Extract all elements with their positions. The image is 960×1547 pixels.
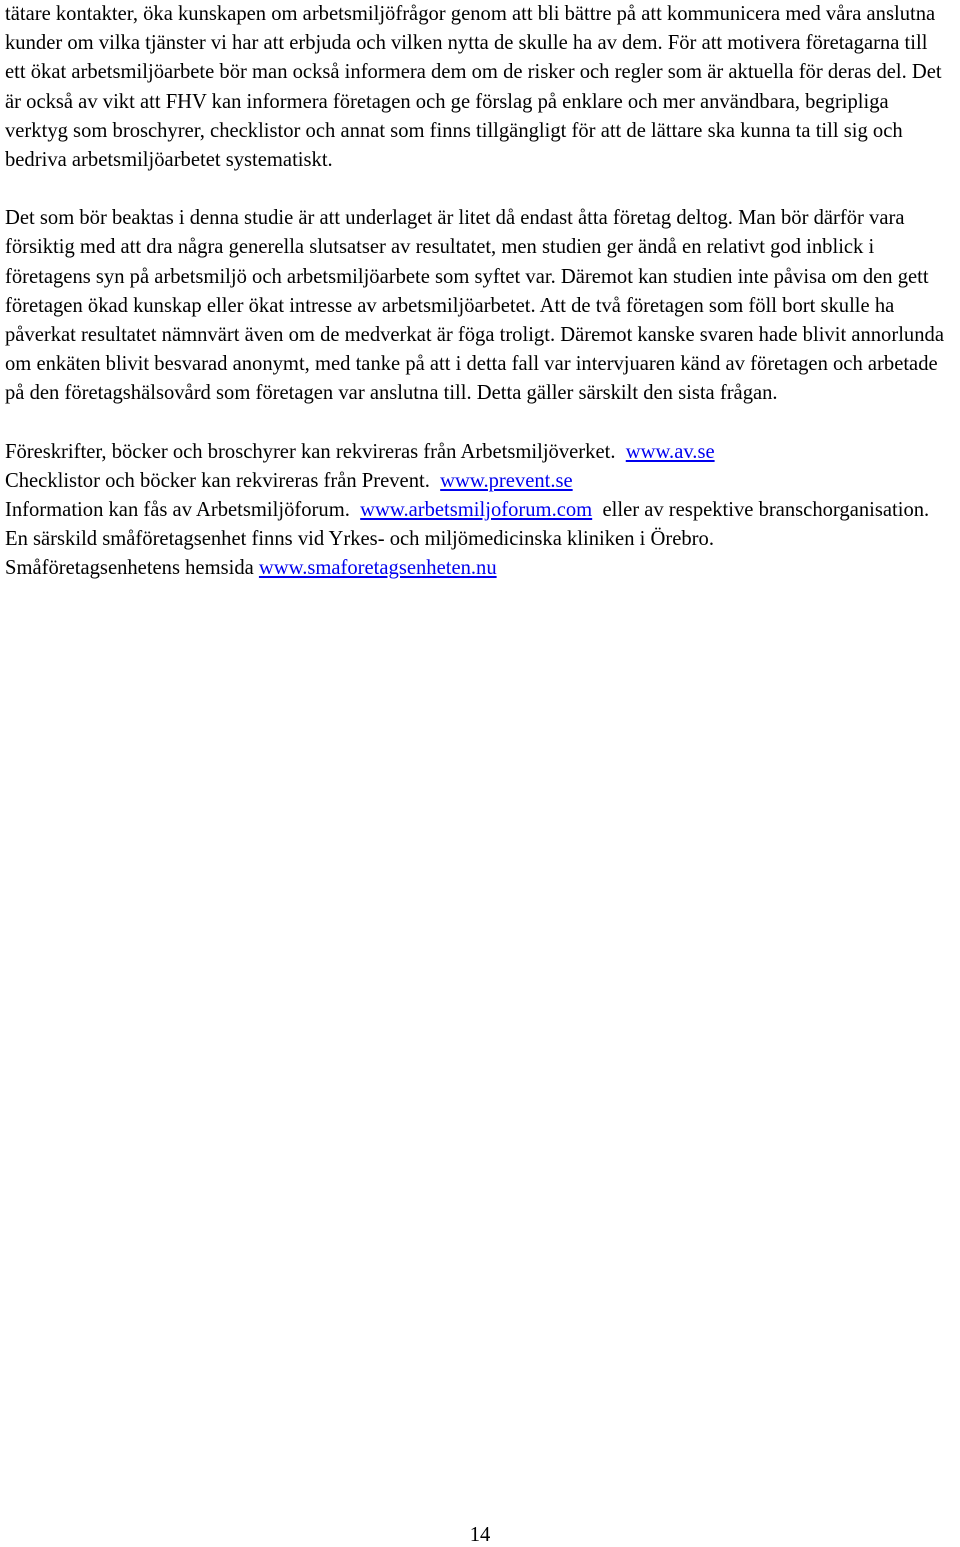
resource-arbetsmiljoforum bbox=[5, 496, 953, 525]
link-smaforetagsenheten[interactable]: www.smaforetagsenheten.nu bbox=[258, 557, 497, 580]
paragraph-motivation: tätare kontakter, öka kunskapen om arbetsmiljöfrågor genom att bli bättre på att kommunicera med våra anslutna kunder om vilka tjänster vi har att erbjuda och vilken nytta de skulle ha av dem. För att motivera företagarna till ett ökat arbetsmiljöarbete bör man också informera dem om de risker och regler som är aktuella för deras del. Det är också av vikt att FHV kan informera företagen och ge förslag på enklare och mer användbara, begripliga verktyg som broschyrer, checklistor och annat som finns tillgängligt för att de lättare ska kunna ta till sig och bedriva arbetsmiljöarbetet systematiskt. bbox=[5, 3, 942, 172]
link-arbetsmiljoforum[interactable]: www.arbetsmiljoforum.com bbox=[360, 499, 593, 522]
resource-hemsida bbox=[5, 554, 953, 583]
resource-text: Småföretagsenhetens hemsida bbox=[5, 557, 254, 580]
resource-text: Checklistor och böcker kan rekvireras från Prevent. bbox=[5, 469, 430, 492]
page-number: 14 bbox=[469, 1524, 491, 1546]
resource-text: Information kan fås av Arbetsmiljöforum. bbox=[5, 499, 350, 522]
document-page bbox=[5, 0, 953, 584]
paragraph-limitations: Det som bör beaktas i denna studie är att underlaget är litet då endast åtta företag deltog. Man bör därför vara försiktig med att dra några generella slutsatser av resultatet, men studien ger ändå en relativt god inblick i företagens syn på arbetsmiljö och arbetsmiljöarbete som syftet var. Däremot kan studien inte påvisa om den gett företagen ökad kunskap eller ökat intresse av arbetsmiljöarbetet. Att de två företagen som föll bort skulle ha påverkat resultatet nämnvärt även om de medverkat är föga troligt. Däremot kanske svaren hade blivit annorlunda om enkäten blivit besvarad anonymt, med tanke på att i detta fall var intervjuaren känd av företagen och arbetade på den företagshälsovård som företagen var anslutna till. Detta gäller särskilt den sista frågan. bbox=[5, 207, 944, 405]
resource-smaforetagsenhet bbox=[5, 525, 953, 554]
resource-after-text: eller av respektive branschorganisation. bbox=[602, 499, 930, 522]
resource-text: En särskild småföretagsenhet finns vid Yrkes- och miljömedicinska kliniken i Örebro. bbox=[5, 528, 714, 551]
resources-list bbox=[5, 438, 953, 584]
resource-text: Föreskrifter, böcker och broschyrer kan rekvireras från Arbetsmiljöverket. bbox=[5, 440, 616, 463]
link-av[interactable]: www.av.se bbox=[625, 440, 715, 463]
resource-prevent bbox=[5, 467, 953, 496]
resource-arbetsmiljoverket bbox=[5, 438, 953, 467]
link-prevent[interactable]: www.prevent.se bbox=[440, 469, 573, 492]
